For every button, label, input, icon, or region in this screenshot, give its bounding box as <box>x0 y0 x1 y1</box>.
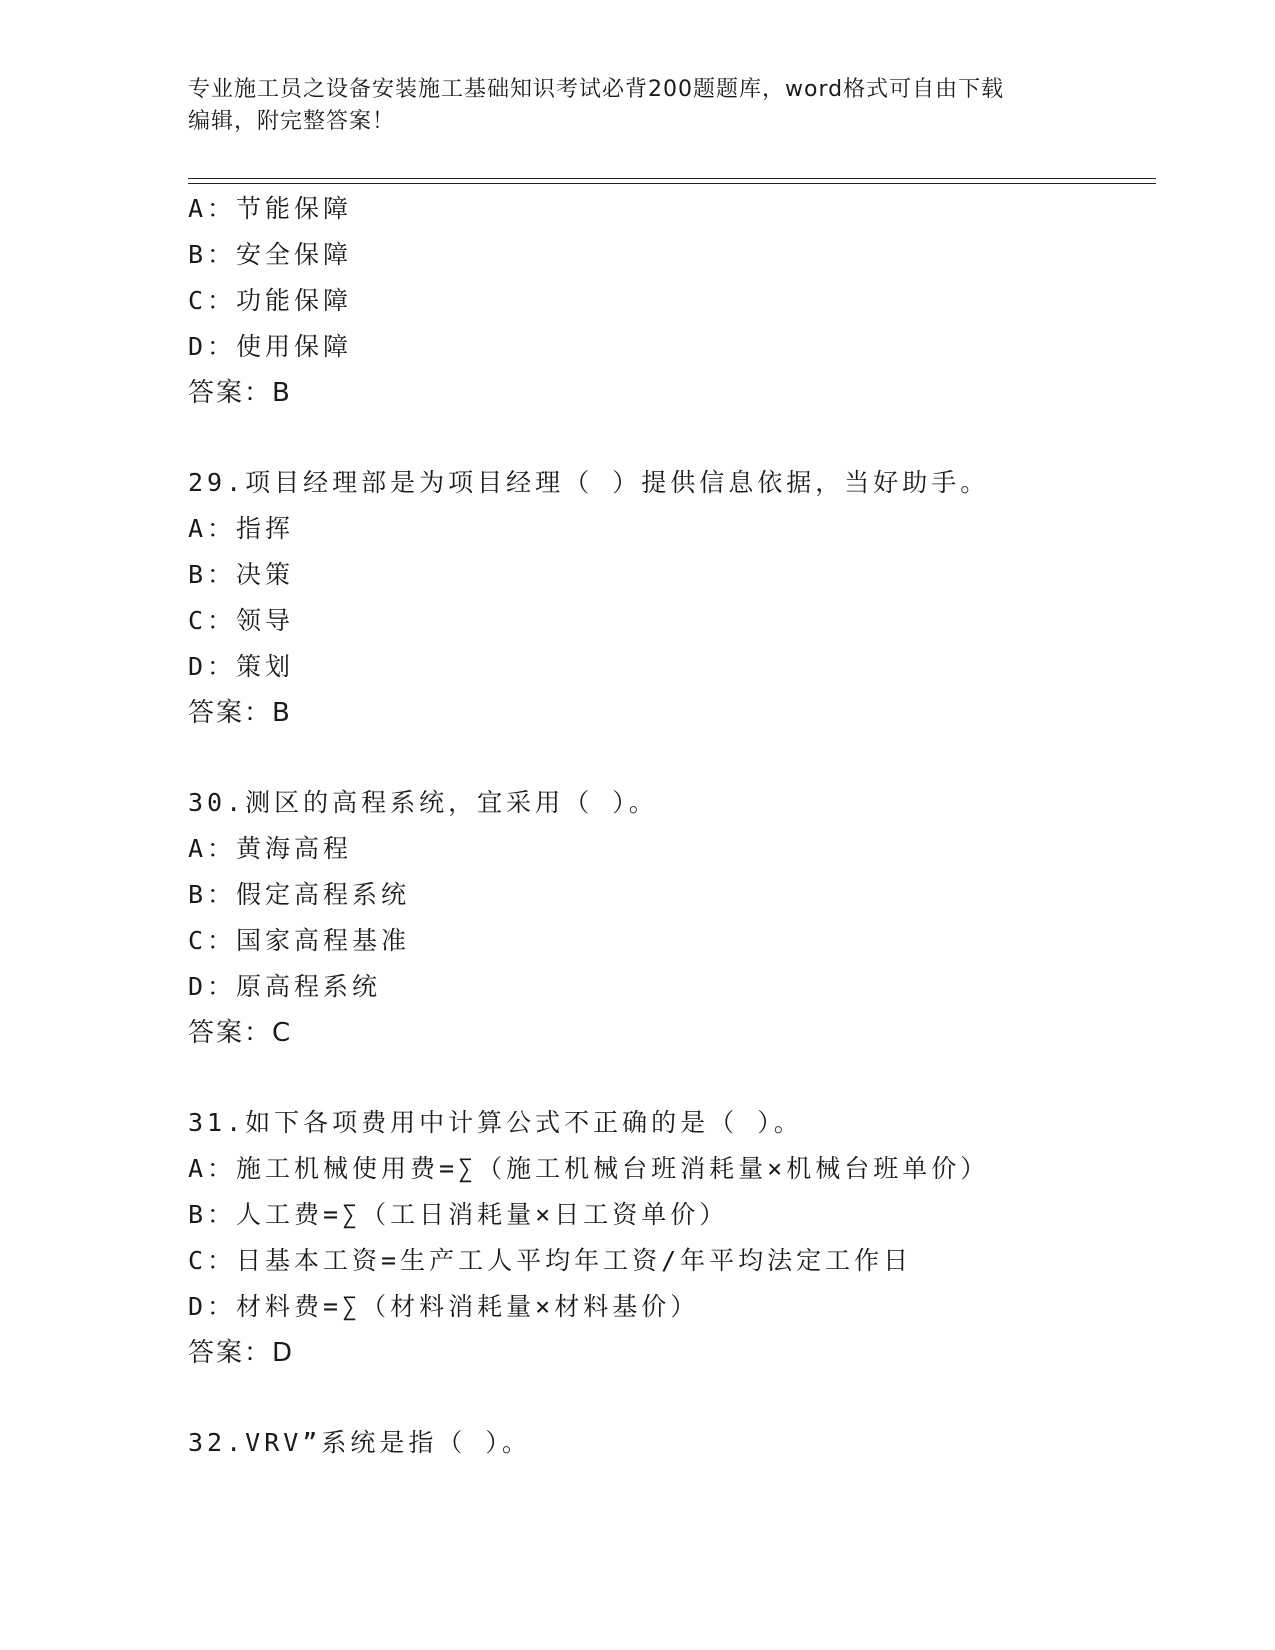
option-d: D：策划 <box>188 652 295 681</box>
option-c: C：功能保障 <box>188 286 353 315</box>
answer: 答案：B <box>188 378 292 408</box>
question-text: 29.项目经理部是为项目经理（ ）提供信息依据，当好助手。 <box>188 468 990 497</box>
option-c: C：国家高程基准 <box>188 926 411 955</box>
option-a: A：指挥 <box>188 514 295 543</box>
question-list <box>188 186 1148 1466</box>
header-divider-bottom <box>188 183 1156 184</box>
question-28 <box>188 186 1148 416</box>
question-32 <box>188 1420 1148 1466</box>
option-d: D：原高程系统 <box>188 972 382 1001</box>
option-b: B：决策 <box>188 560 295 589</box>
option-b: B：安全保障 <box>188 240 353 269</box>
option-a: A：节能保障 <box>188 194 353 223</box>
option-a: A：黄海高程 <box>188 834 353 863</box>
option-c: C：日基本工资=生产工人平均年工资/年平均法定工作日 <box>188 1246 913 1275</box>
header-line-1: 专业施工员之设备安装施工基础知识考试必背200题题库，word格式可自由下载 <box>188 77 1005 102</box>
option-a: A：施工机械使用费=∑（施工机械台班消耗量×机械台班单价） <box>188 1154 990 1183</box>
option-d: D：材料费=∑（材料消耗量×材料基价） <box>188 1292 700 1321</box>
option-c: C：领导 <box>188 606 295 635</box>
option-b: B：人工费=∑（工日消耗量×日工资单价） <box>188 1200 729 1229</box>
question-29 <box>188 460 1148 736</box>
question-text: 30.测区的高程系统，宜采用（ ）。 <box>188 788 658 817</box>
question-31 <box>188 1100 1148 1376</box>
question-text: 32.VRV”系统是指（ ）。 <box>188 1428 531 1457</box>
answer: 答案：D <box>188 1338 295 1368</box>
document-header <box>188 74 1088 138</box>
answer: 答案：C <box>188 1018 293 1048</box>
header-line-2: 编辑，附完整答案！ <box>188 109 396 134</box>
header-divider-top <box>188 178 1156 179</box>
option-b: B：假定高程系统 <box>188 880 411 909</box>
question-30 <box>188 780 1148 1056</box>
option-d: D：使用保障 <box>188 332 353 361</box>
question-text: 31.如下各项费用中计算公式不正确的是（ ）。 <box>188 1108 803 1137</box>
answer: 答案：B <box>188 698 292 728</box>
